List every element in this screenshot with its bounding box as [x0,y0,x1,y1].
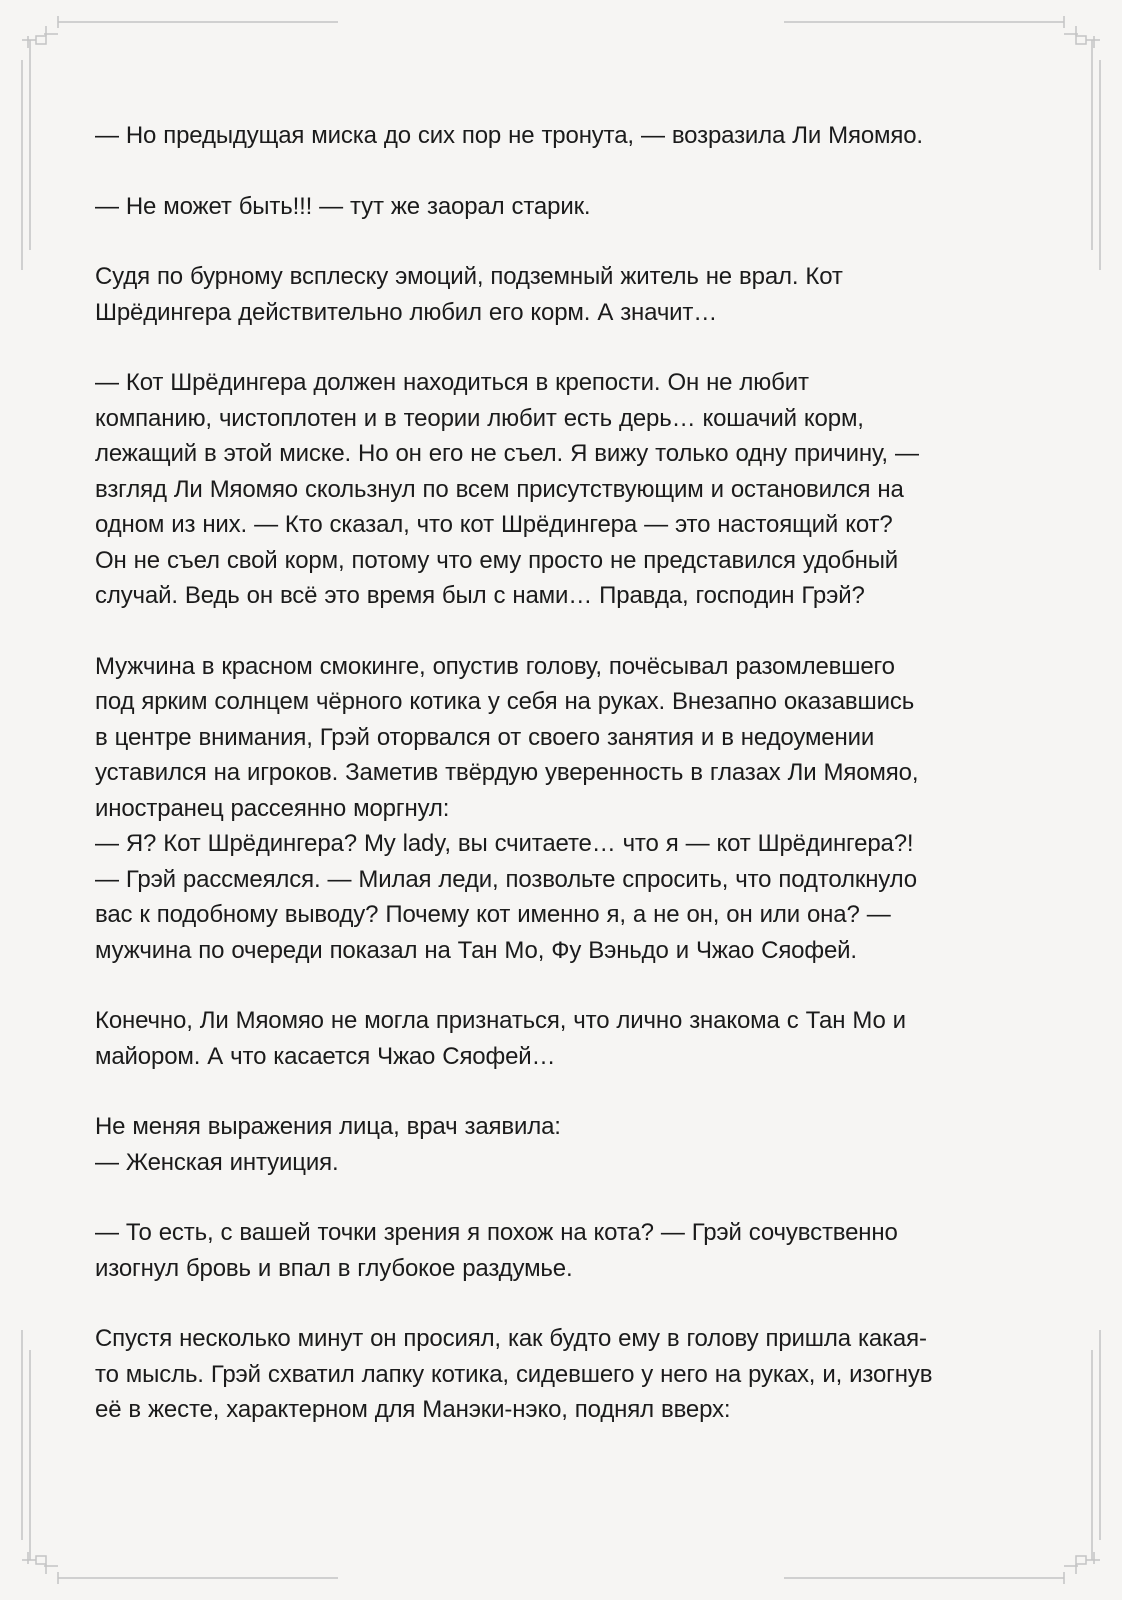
paragraph [95,1003,1030,1074]
text-line: Шрёдингера действительно любил его корм. А значит… [95,298,718,326]
text-line: Судя по бурному всплеску эмоций, подземный житель не врал. Кот [95,263,843,290]
text-line: случай. Ведь он всё это время был с нами… Правда, господин Грэй? [95,582,865,609]
text-line: Он не съел свой корм, потому что ему просто не представился удобный [95,546,899,574]
text-line: майором. А что касается Чжао Сяофей… [95,1042,556,1070]
paragraph [95,259,1030,330]
text-line: Мужчина в красном смокинге, опустив голову, почёсывал разомлевшего [95,652,895,680]
paragraph [95,1215,1030,1286]
text-line: её в жесте, характерном для Манэки-нэко, поднял вверх: [95,1396,731,1423]
text-line: — Женская интуиция. [95,1148,339,1176]
text-line: то мысль. Грэй схватил лапку котика, сидевшего у него на руках, и, изогнув [95,1360,933,1388]
text-line: Не меняя выражения лица, врач заявила: [95,1113,561,1140]
text-line: иностранец рассеянно моргнул: [95,794,450,822]
text-line: — Не может быть!!! — тут же заорал старик. [95,192,591,220]
text-line: Конечно, Ли Мяомяо не могла признаться, что лично знакома с Тан Мо и [95,1007,906,1034]
text-line: Спустя несколько минут он просиял, как будто ему в голову пришла какая- [95,1325,927,1352]
paragraph [95,365,1030,614]
text-line: — Грэй рассмеялся. — Милая леди, позвольте спросить, что подтолкнуло [95,865,917,893]
text-line: лежащий в этой миске. Но он его не съел. Я вижу только одну причину, — [95,440,919,467]
text-line: — То есть, с вашей точки зрения я похож на кота? — Грэй сочувственно [95,1219,898,1246]
text-line: вас к подобному выводу? Почему кот именно я, а не он, он или она? — [95,901,891,928]
text-line: в центре внимания, Грэй оторвался от своего занятия и в недоумении [95,723,875,751]
paragraph [95,1321,1030,1428]
body-text [95,118,1030,1463]
text-line: — Я? Кот Шрёдингера? My lady, вы считаете… что я — кот Шрёдингера?! [95,830,914,857]
paragraph [95,649,1030,969]
text-line: компанию, чистоплотен и в теории любит есть дерь… кошачий корм, [95,404,864,432]
text-line: одном из них. — Кто сказал, что кот Шрёдингера — это настоящий кот? [95,511,893,538]
text-line: под ярким солнцем чёрного котика у себя на руках. Внезапно оказавшись [95,688,915,715]
paragraph [95,189,1030,225]
text-line: изогнул бровь и впал в глубокое раздумье. [95,1254,573,1282]
text-line: — Кот Шрёдингера должен находиться в крепости. Он не любит [95,369,809,396]
text-line: взгляд Ли Мяомяо скользнул по всем присутствующим и остановился на [95,475,904,503]
text-line: мужчина по очереди показал на Тан Мо, Фу Вэньдо и Чжао Сяофей. [95,936,857,964]
text-line: уставился на игроков. Заметив твёрдую уверенность в глазах Ли Мяомяо, [95,759,919,786]
paragraph [95,1109,1030,1180]
paragraph [95,118,1030,154]
text-line: — Но предыдущая миска до сих пор не тронута, — возразила Ли Мяомяо. [95,122,923,149]
